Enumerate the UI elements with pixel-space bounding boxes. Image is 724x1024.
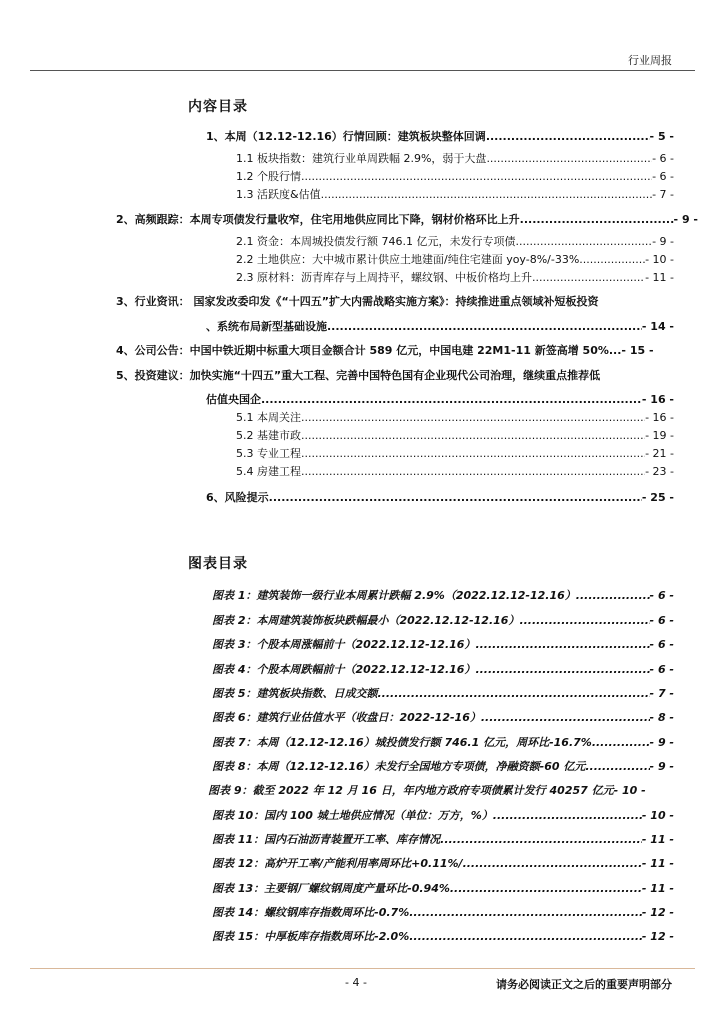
lof-entry[interactable]: 图表 7：本周（12.12-12.16）城投债发行额 746.1 亿元，周环比-16.7% ..... - 9 - <box>212 736 674 750</box>
lof-entry[interactable]: 图表 5：建筑板块指数、日成交额 ..... - 7 - <box>212 687 674 701</box>
toc-entry[interactable]: 3、行业资讯： 国家发改委印发《“十四五”扩大内需战略实施方案》：持续推进重点领域补短板投资 <box>116 295 599 308</box>
toc-entry[interactable]: 5.1 本周关注 ..... - 16 - <box>236 411 674 425</box>
toc-entry[interactable]: 1.1 板块指数：建筑行业单周跌幅 2.9%，弱于大盘 ..... - 6 - <box>236 152 674 166</box>
lof-entry[interactable]: 图表 2：本周建筑装饰板块跌幅最小（2022.12.12-12.16） ..... - 6 - <box>212 614 674 628</box>
lof-entry[interactable]: 图表 14：螺纹钢库存指数周环比-0.7% ..... - 12 - <box>212 906 674 920</box>
toc-entry[interactable]: 2、高频跟踪：本周专项债发行量收窄，住宅用地供应同比下降，钢材价格环比上升 ..... - 9 - <box>116 213 698 227</box>
toc-entry[interactable]: 5.3 专业工程 ..... - 21 - <box>236 447 674 461</box>
lof-entry[interactable]: 图表 9：截至 2022 年 12 月 16 日，年内地方政府专项债累计发行 40257 亿元 - 10 - <box>208 784 646 797</box>
lof-entry[interactable]: 图表 1：建筑装饰一级行业本周累计跌幅 2.9%（2022.12.12-12.16） ..... - 6 - <box>212 589 674 603</box>
lof-entry[interactable]: 图表 4：个股本周跌幅前十（2022.12.12-12.16） ..... - 6 - <box>212 663 674 677</box>
footer-page-number: - 4 - <box>345 976 367 989</box>
toc-entry[interactable]: 1.3 活跃度&估值 ..... - 7 - <box>236 188 674 202</box>
lof-entry[interactable]: 图表 15：中厚板库存指数周环比-2.0% ..... - 12 - <box>212 930 674 944</box>
lof-entry[interactable]: 图表 13：主要钢厂螺纹钢周度产量环比-0.94% ..... - 11 - <box>212 882 674 896</box>
toc-entry[interactable]: 2.2 土地供应：大中城市累计供应土地建面/纯住宅建面 yoy-8%/-33% ..... - 10 - <box>236 253 674 267</box>
footer-disclaimer: 请务必阅读正文之后的重要声明部分 <box>496 978 672 991</box>
toc-title: 内容目录 <box>188 99 248 115</box>
toc-entry[interactable]: 5.2 基建市政 ..... - 19 - <box>236 429 674 443</box>
lof-entry[interactable]: 图表 12：高炉开工率/产能利用率周环比+0.11%/ ..... - 11 - <box>212 857 674 871</box>
lof-entry[interactable]: 图表 8：本周（12.12-12.16）未发行全国地方专项债，净融资额-60 亿元 ..... - 9 - <box>212 760 674 774</box>
lof-entry[interactable]: 图表 10：国内 100 城土地供应情况（单位：万方，%） ..... - 10 - <box>212 809 674 823</box>
toc-entry[interactable]: 2.3 原材料：沥青库存与上周持平，螺纹钢、中板价格均上升 ..... - 11 - <box>236 271 674 285</box>
header-divider <box>30 70 695 71</box>
toc-entry[interactable]: 、系统布局新型基础设施 ..... - 14 - <box>206 320 674 334</box>
toc-entry[interactable]: 6、风险提示 ..... - 25 - <box>206 491 674 505</box>
lof-entry[interactable]: 图表 3：个股本周涨幅前十（2022.12.12-12.16） ..... - 6 - <box>212 638 674 652</box>
lof-entry[interactable]: 图表 6：建筑行业估值水平（收盘日：2022-12-16） ..... - 8 - <box>212 711 674 725</box>
toc-entry[interactable]: 5.4 房建工程 ..... - 23 - <box>236 465 674 479</box>
toc-entry[interactable]: 2.1 资金：本周城投债发行额 746.1 亿元，未发行专项债 ..... - 9 - <box>236 235 674 249</box>
header-label: 行业周报 <box>628 54 672 67</box>
lof-entry[interactable]: 图表 11：国内石油沥青装置开工率、库存情况 ..... - 11 - <box>212 833 674 847</box>
footer-divider <box>30 968 695 969</box>
toc-entry[interactable]: 5、投资建议：加快实施“十四五”重大工程、完善中国特色国有企业现代公司治理，继续重点推荐低 <box>116 369 601 382</box>
toc-entry[interactable]: 1、本周（12.12-12.16）行情回顾：建筑板块整体回调 ..... - 5 - <box>206 130 674 144</box>
toc-entry[interactable]: 4、公司公告：中国中铁近期中标重大项目金额合计 589 亿元，中国电建 22M1-11 新签高增 50%... - 15 - <box>116 344 654 357</box>
lof-title: 图表目录 <box>188 556 248 572</box>
toc-entry[interactable]: 估值央国企 ..... - 16 - <box>206 393 674 407</box>
toc-entry[interactable]: 1.2 个股行情 ..... - 6 - <box>236 170 674 184</box>
